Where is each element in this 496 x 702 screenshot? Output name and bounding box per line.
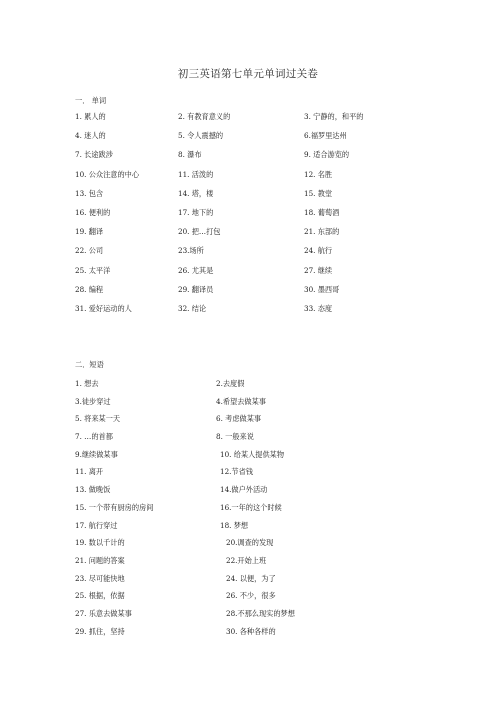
phrase-item: 5. 将来某一天 [75,414,121,424]
vocab-item: 14. 塔，楼 [178,188,214,198]
section-heading-words: 一． 单词 [75,96,107,105]
vocab-item: 33. 态度 [304,303,333,313]
vocab-item: 1. 累人的 [75,112,106,121]
vocab-row [75,208,435,227]
vocab-item: 21. 东部的 [304,227,340,237]
vocab-item: 13. 包含 [75,188,104,198]
phrase-item: 24. 以便，为了 [226,573,276,583]
vocabulary-list [75,112,435,323]
phrase-item: 6. 考虑做某事 [216,414,262,424]
vocab-item: 20. 把…打包 [178,227,221,237]
vocab-row [75,227,435,246]
vocab-item: 7. 长途跋涉 [75,150,113,160]
vocab-item: 32. 结论 [178,303,207,313]
vocab-item: 17. 地下的 [178,207,214,217]
phrase-item: 7. …的首都 [75,432,113,442]
phrase-item: 12.节省钱 [220,467,253,477]
phrase-item: 23. 尽可能快地 [75,573,125,583]
phrase-item: 4.希望去做某事 [216,396,266,406]
phrase-row [75,627,435,645]
vocab-row [75,131,435,150]
phrase-item: 25. 根据，依据 [75,591,125,601]
vocab-item: 18. 葡萄酒 [304,207,340,217]
phrase-row [75,467,435,485]
phrase-row [75,379,435,397]
vocab-item: 24. 航行 [304,246,333,256]
vocab-item: 16. 便利的 [75,207,111,217]
phrase-row [75,556,435,574]
page-title: 初三英语第七单元单词过关卷 [177,68,319,80]
phrase-item: 27. 乐意去做某事 [75,608,132,618]
vocab-item: 30. 墨西哥 [304,284,340,294]
vocab-row [75,150,435,169]
phrase-row [75,485,435,503]
vocab-item: 2. 有教育意义的 [178,112,231,121]
phrase-item: 17. 航行穿过 [75,520,118,530]
vocab-item: 25. 太平洋 [75,265,111,275]
phrase-row [75,414,435,432]
phrase-item: 26. 不少，很多 [226,591,276,601]
phrase-item: 11. 离开 [75,467,104,477]
vocab-item: 4. 迷人的 [75,131,106,141]
vocab-row [75,112,435,131]
phrase-item: 20.调查的发现 [226,538,274,548]
phrase-item: 21. 问题的答案 [75,555,125,565]
phrase-item: 1. 想去 [75,379,99,388]
vocab-item: 11. 活泼的 [178,169,214,179]
vocab-item: 5. 令人震撼的 [178,131,224,141]
phrase-item: 22.开始上班 [226,555,267,565]
phrase-row [75,397,435,415]
vocab-item: 19. 翻译 [75,227,104,237]
vocab-row [75,189,435,208]
phrase-row [75,521,435,539]
phrase-item: 19. 数以千计的 [75,538,125,548]
phrase-item: 29. 抓住，坚持 [75,626,125,636]
vocab-item: 12. 名胜 [304,169,333,179]
phrase-item: 14.做户外活动 [220,485,268,495]
phrase-item: 15. 一个带有厨房的房间 [75,502,154,512]
section-heading-phrases: 二．短语 [75,360,104,369]
vocab-row [75,246,435,265]
phrase-item: 2.去度假 [216,379,245,388]
vocab-item: 9. 适合游览的 [304,150,350,160]
vocab-item: 22. 公司 [75,246,104,256]
phrase-item: 30. 各种各样的 [226,626,276,636]
vocab-item: 15. 教堂 [304,188,333,198]
phrase-row [75,591,435,609]
phrase-list [75,379,435,644]
vocab-item: 28. 编程 [75,284,104,294]
phrase-row [75,609,435,627]
vocab-item: 29. 翻译员 [178,284,214,294]
phrase-item: 10. 给某人提供某物 [220,449,285,459]
phrase-item: 8. 一般来说 [216,432,254,442]
phrase-row [75,538,435,556]
vocab-row [75,170,435,189]
vocab-item: 10. 公众注意的中心 [75,169,140,179]
vocab-item: 23.场所 [178,246,204,256]
phrase-item: 28.不那么现实的梦想 [226,608,295,618]
vocab-item: 26. 尤其是 [178,265,214,275]
vocab-item: 8. 瀑布 [178,150,202,160]
vocab-row [75,266,435,285]
phrase-row [75,432,435,450]
phrase-item: 13. 做晚饭 [75,485,111,495]
phrase-row [75,503,435,521]
phrase-item: 16.一年的这个时候 [220,502,282,512]
vocab-item: 6.福罗里达州 [304,131,347,141]
vocab-item: 27. 继续 [304,265,333,275]
phrase-row [75,574,435,592]
phrase-item: 3.徒步穿过 [75,396,111,406]
vocab-row [75,304,435,323]
phrase-item: 9.继续做某事 [75,449,118,459]
vocab-item: 31. 爱好运动的人 [75,303,132,313]
vocab-row [75,285,435,304]
vocab-item: 3. 宁静的，和平的 [304,112,364,121]
phrase-item: 18. 梦想 [220,520,249,530]
phrase-row [75,450,435,468]
